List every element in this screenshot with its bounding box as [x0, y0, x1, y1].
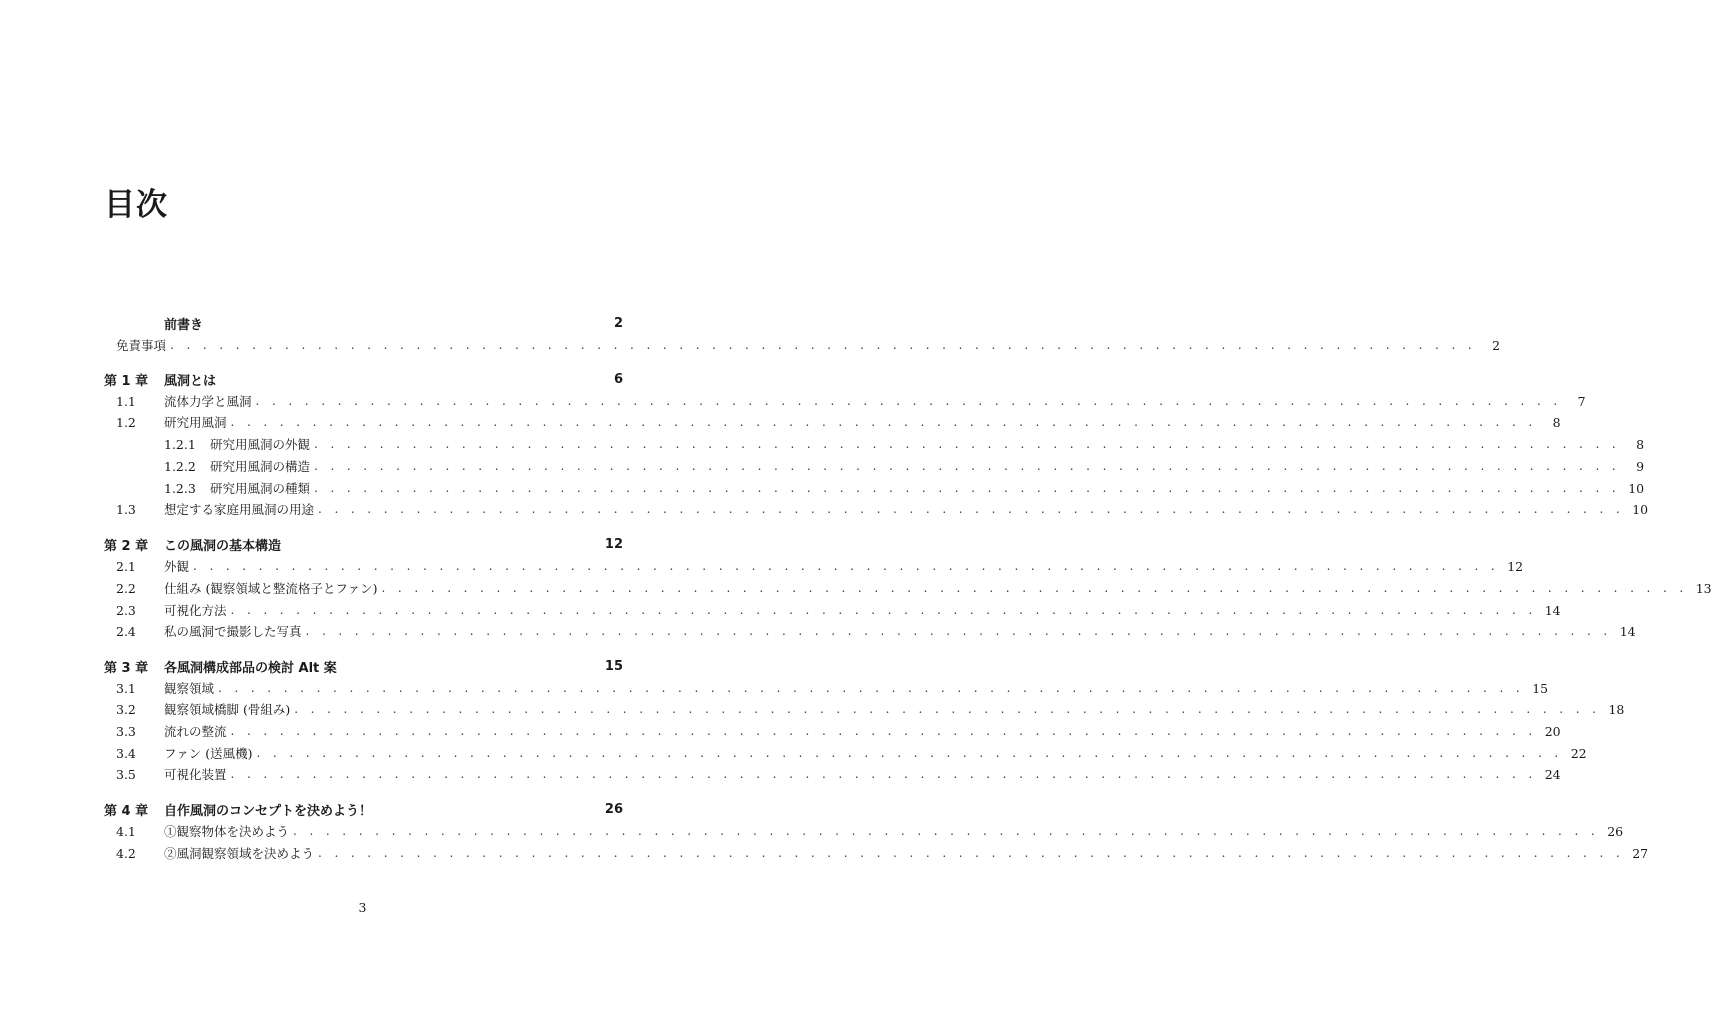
- toc-entry-row[interactable]: [104, 720, 1561, 742]
- toc-entry-row[interactable]: [104, 820, 1624, 842]
- toc-title: 観察領域橋脚 (骨組み): [164, 702, 291, 717]
- toc-title: 免責事項: [116, 338, 167, 353]
- toc-entry-row[interactable]: [104, 455, 1645, 477]
- dot-leader: . . . . . . . . . . . . . . . . . . . . . . . . . . . . . . . . . . . . . . . . . . . . . . . . . . . . . . . . . . . . . . . . . . . . . . . . . . . . . . . .: [381, 581, 1688, 595]
- toc-number: 3.3: [116, 723, 136, 739]
- toc-entry-row[interactable]: [104, 620, 1636, 642]
- toc-page-number: 22: [1570, 745, 1587, 761]
- toc-title: 研究用風洞: [164, 415, 227, 430]
- toc-number: 2.2: [116, 580, 136, 596]
- toc-chapter-row[interactable]: [104, 655, 623, 677]
- toc-entry-row[interactable]: [104, 555, 1524, 577]
- toc-number: 1.1: [116, 393, 136, 409]
- toc-page-number: 2: [1492, 337, 1501, 353]
- toc-entry-row[interactable]: [104, 577, 1712, 599]
- page-title: 目次: [104, 187, 168, 223]
- toc-title: 仕組み (観察領域と整流格子とファン): [164, 581, 378, 596]
- toc-entry-row[interactable]: [104, 763, 1561, 785]
- toc-number: 3.1: [116, 680, 136, 696]
- toc-number: 1.2.3: [164, 480, 196, 496]
- toc-chapter-row[interactable]: [104, 312, 623, 334]
- toc-page-number: 12: [1507, 558, 1524, 574]
- toc-page-number: 8: [1636, 436, 1645, 452]
- dot-leader: . . . . . . . . . . . . . . . . . . . . . . . . . . . . . . . . . . . . . . . . . . . . . . . . . . . . . . . . . . . . . . . . . . . . . . . . . . . . . . . .: [318, 846, 1625, 860]
- dot-leader: . . . . . . . . . . . . . . . . . . . . . . . . . . . . . . . . . . . . . . . . . . . . . . . . . . . . . . . . . . . . . . . . . . . . . . . . . . . . . . . .: [170, 338, 1477, 352]
- toc-page-number: 14: [1619, 623, 1636, 639]
- dot-leader: . . . . . . . . . . . . . . . . . . . . . . . . . . . . . . . . . . . . . . . . . . . . . . . . . . . . . . . . . . . . . . . . . . . . . . . . . . . . . . . .: [230, 724, 1537, 738]
- toc-page-number: 8: [1552, 414, 1561, 430]
- toc-number: 第 1 章: [104, 373, 149, 389]
- toc-title: 風洞とは: [164, 373, 217, 389]
- toc-title: 各風洞構成部品の検討 Alt 案: [164, 660, 337, 676]
- dot-leader: . . . . . . . . . . . . . . . . . . . . . . . . . . . . . . . . . . . . . . . . . . . . . . . . . . . . . . . . . . . . . . . . . . . . . . . . . . . . . . . .: [314, 459, 1621, 473]
- dot-leader: . . . . . . . . . . . . . . . . . . . . . . . . . . . . . . . . . . . . . . . . . . . . . . . . . . . . . . . . . . . . . . . . . . . . . . . . . . . . . . . .: [256, 746, 1563, 760]
- toc-title: ①観察物体を決めよう: [164, 824, 290, 839]
- toc-number: 3.2: [116, 701, 136, 717]
- toc-number: 第 2 章: [104, 538, 149, 554]
- toc-title: 前書き: [164, 317, 204, 333]
- dot-leader: . . . . . . . . . . . . . . . . . . . . . . . . . . . . . . . . . . . . . . . . . . . . . . . . . . . . . . . . . . . . . . . . . . . . . . . . . . . . . . . .: [293, 824, 1600, 838]
- toc-number: 3.4: [116, 745, 136, 761]
- toc-entry-row[interactable]: [104, 390, 1586, 412]
- toc-number: 2.1: [116, 558, 136, 574]
- toc-page-number: 26: [1607, 823, 1624, 839]
- toc-number: 1.2.2: [164, 458, 196, 474]
- toc-page-number: 15: [1532, 680, 1549, 696]
- toc-page-number: 27: [1632, 845, 1649, 861]
- dot-leader: . . . . . . . . . . . . . . . . . . . . . . . . . . . . . . . . . . . . . . . . . . . . . . . . . . . . . . . . . . . . . . . . . . . . . . . . . . . . . . . .: [318, 502, 1625, 516]
- dot-leader: . . . . . . . . . . . . . . . . . . . . . . . . . . . . . . . . . . . . . . . . . . . . . . . . . . . . . . . . . . . . . . . . . . . . . . . . . . . . . . . .: [230, 603, 1537, 617]
- toc-title: 可視化装置: [164, 767, 227, 782]
- toc-number: 1.3: [116, 501, 136, 517]
- toc-number: 第 3 章: [104, 660, 149, 676]
- toc-title: 想定する家庭用風洞の用途: [164, 502, 315, 517]
- toc-title: 自作風洞のコンセプトを決めよう！: [164, 803, 373, 819]
- toc-title: 流体力学と風洞: [164, 394, 252, 409]
- toc-page-number: 2: [613, 315, 623, 331]
- toc-title: 観察領域: [164, 681, 215, 696]
- dot-leader: . . . . . . . . . . . . . . . . . . . . . . . . . . . . . . . . . . . . . . . . . . . . . . . . . . . . . . . . . . . . . . . . . . . . . . . . . . . . . . . .: [230, 767, 1537, 781]
- toc-number: 1.2: [116, 414, 136, 430]
- toc-title: 外観: [164, 559, 190, 574]
- dot-leader: . . . . . . . . . . . . . . . . . . . . . . . . . . . . . . . . . . . . . . . . . . . . . . . . . . . . . . . . . . . . . . . . . . . . . . . . . . . . . . . .: [193, 559, 1500, 573]
- toc-page-number: 10: [1628, 480, 1645, 496]
- toc-chapter-row[interactable]: [104, 533, 623, 555]
- toc-entry-row[interactable]: [104, 334, 1501, 356]
- toc-entry-row[interactable]: [104, 433, 1645, 455]
- toc-number: 2.3: [116, 602, 136, 618]
- dot-leader: . . . . . . . . . . . . . . . . . . . . . . . . . . . . . . . . . . . . . . . . . . . . . . . . . . . . . . . . . . . . . . . . . . . . . . . . . . . . . . . .: [218, 681, 1525, 695]
- toc-entry-row[interactable]: [104, 411, 1561, 433]
- dot-leader: . . . . . . . . . . . . . . . . . . . . . . . . . . . . . . . . . . . . . . . . . . . . . . . . . . . . . . . . . . . . . . . . . . . . . . . . . . . . . . . .: [314, 437, 1621, 451]
- toc-page-number: 10: [1632, 501, 1649, 517]
- toc-title: 流れの整流: [164, 724, 227, 739]
- toc-number: 第 4 章: [104, 803, 149, 819]
- toc-chapter-row[interactable]: [104, 368, 623, 390]
- toc-number: 3.5: [116, 766, 136, 782]
- toc-title: 研究用風洞の種類: [210, 481, 311, 496]
- toc-page-number: 12: [604, 536, 623, 552]
- toc-number: 4.1: [116, 823, 136, 839]
- toc-entry-row[interactable]: [104, 599, 1561, 621]
- toc-page-number: 18: [1608, 701, 1625, 717]
- toc-title: 研究用風洞の構造: [210, 459, 311, 474]
- toc-number: 2.4: [116, 623, 136, 639]
- toc-entry-row[interactable]: [104, 677, 1549, 699]
- dot-leader: . . . . . . . . . . . . . . . . . . . . . . . . . . . . . . . . . . . . . . . . . . . . . . . . . . . . . . . . . . . . . . . . . . . . . . . . . . . . . . . .: [305, 624, 1612, 638]
- dot-leader: . . . . . . . . . . . . . . . . . . . . . . . . . . . . . . . . . . . . . . . . . . . . . . . . . . . . . . . . . . . . . . . . . . . . . . . . . . . . . . . .: [230, 415, 1537, 429]
- toc-title: 可視化方法: [164, 603, 227, 618]
- toc-page-number: 9: [1636, 458, 1645, 474]
- toc-title: 研究用風洞の外観: [210, 437, 311, 452]
- dot-leader: . . . . . . . . . . . . . . . . . . . . . . . . . . . . . . . . . . . . . . . . . . . . . . . . . . . . . . . . . . . . . . . . . . . . . . . . . . . . . . . .: [314, 481, 1621, 495]
- toc-page-number: 13: [1695, 580, 1712, 596]
- toc-number: 4.2: [116, 845, 136, 861]
- toc-entry-row[interactable]: [104, 742, 1587, 764]
- toc-page-number: 24: [1544, 766, 1561, 782]
- toc-title: ファン (送風機): [164, 746, 253, 761]
- page-number: 3: [358, 900, 367, 915]
- toc-page-number: 26: [604, 801, 623, 817]
- toc-page-number: 14: [1544, 602, 1561, 618]
- toc-entry-row[interactable]: [104, 842, 1649, 864]
- toc-page-number: 15: [604, 658, 623, 674]
- toc-title: ②風洞観察領域を決めよう: [164, 846, 315, 861]
- toc-number: 1.2.1: [164, 436, 196, 452]
- dot-leader: . . . . . . . . . . . . . . . . . . . . . . . . . . . . . . . . . . . . . . . . . . . . . . . . . . . . . . . . . . . . . . . . . . . . . . . . . . . . . . . .: [294, 702, 1601, 716]
- toc-title: 私の風洞で撮影した写真: [164, 624, 302, 639]
- toc-page-number: 20: [1544, 723, 1561, 739]
- toc-entry-row[interactable]: [104, 698, 1625, 720]
- toc-entry-row[interactable]: [104, 477, 1645, 499]
- toc-title: この風洞の基本構造: [164, 538, 282, 554]
- toc-entry-row[interactable]: [104, 498, 1649, 520]
- toc-page-number: 6: [613, 371, 623, 387]
- toc-chapter-row[interactable]: [104, 798, 623, 820]
- toc-page-number: 7: [1577, 393, 1586, 409]
- dot-leader: . . . . . . . . . . . . . . . . . . . . . . . . . . . . . . . . . . . . . . . . . . . . . . . . . . . . . . . . . . . . . . . . . . . . . . . . . . . . . . . .: [255, 394, 1562, 408]
